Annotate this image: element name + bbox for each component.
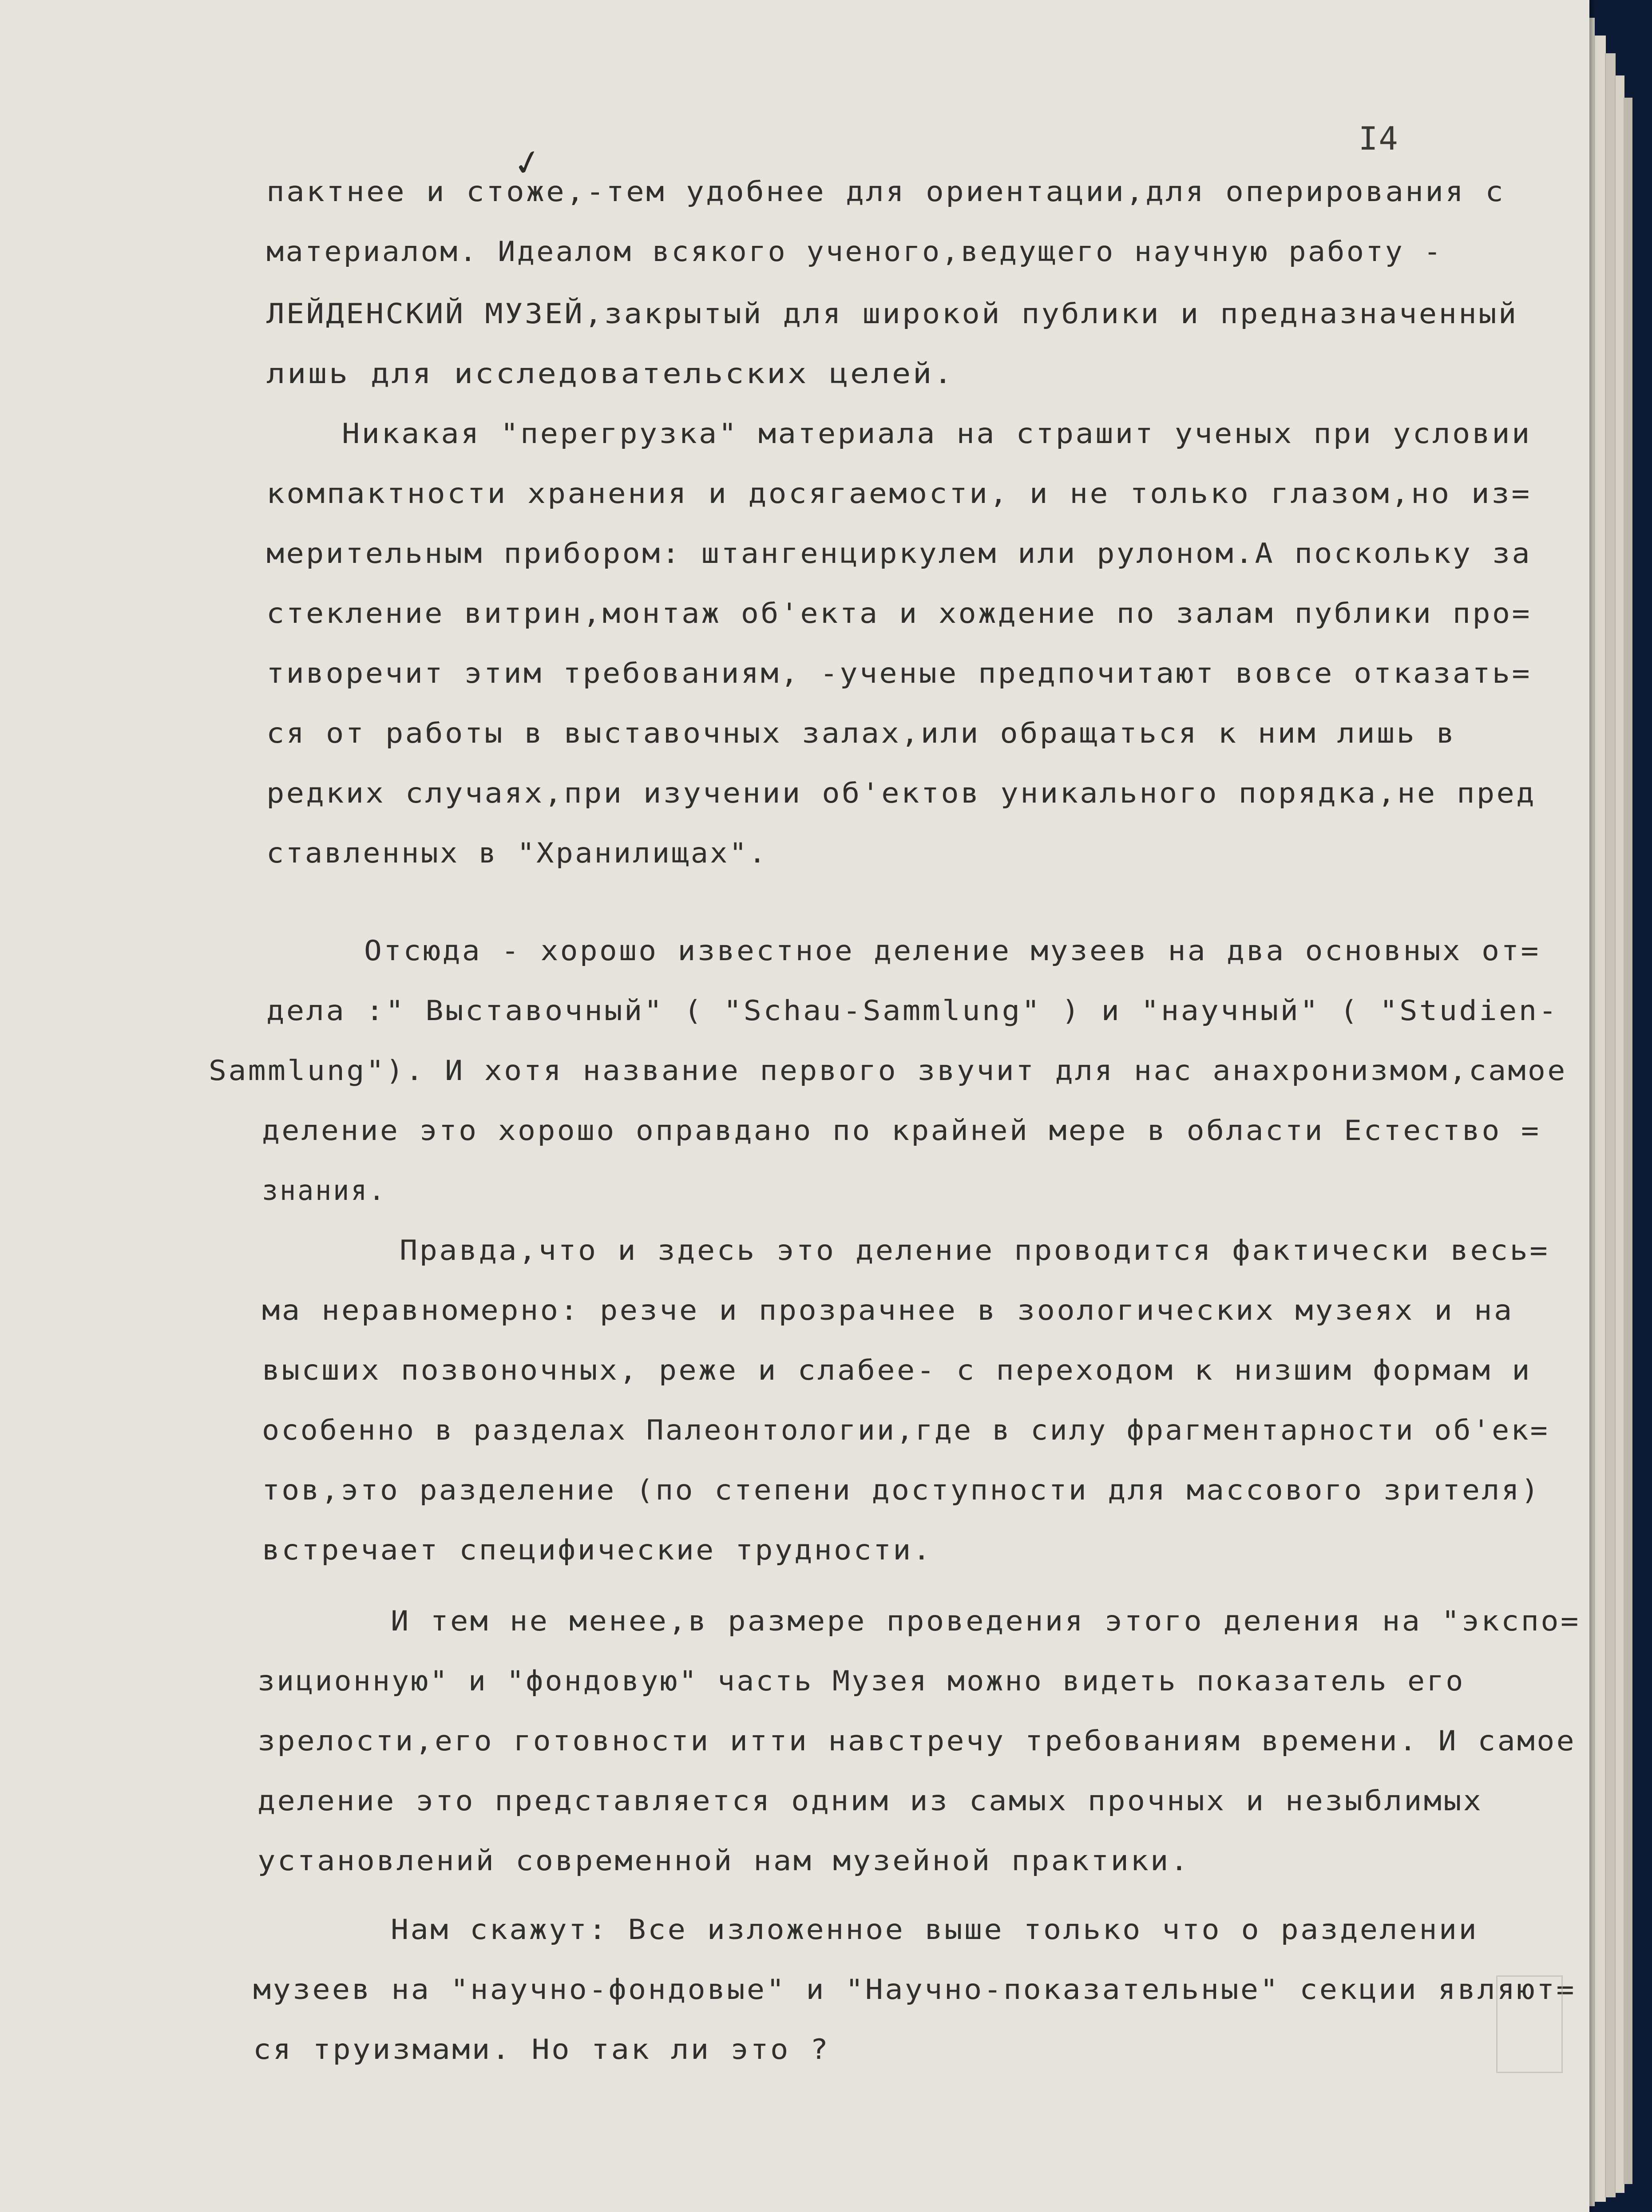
text-line: ся труизмами. Но так ли это ? (253, 2033, 830, 2066)
text-line: ма неравномерно: резче и прозрачнее в зоологических музеях и на (262, 1294, 1514, 1326)
text-line: особенно в разделах Палеонтологии,где в силу фрагментарности об'ек= (262, 1414, 1549, 1446)
text-line: стекление витрин,монтаж об'екта и хождение по залам публики про= (266, 597, 1532, 629)
faded-archive-stamp (1496, 1975, 1563, 2073)
text-line: Отсюда - хорошо известное деление музеев на два основных от= (364, 934, 1541, 967)
text-line: Никакая "перегрузка" материала на страшит ученых при условии (342, 417, 1532, 450)
text-line: деление это представляется одним из самых прочных и незыблимых (258, 1785, 1483, 1817)
text-line: зрелости,его готовности итти навстречу требованиям времени. И самое (258, 1725, 1576, 1757)
text-line: дела :" Выставочный" ( "Schau-Sammlung" ) и "научный" ( "Studien- (266, 994, 1559, 1027)
text-line: пактнее и стоже,-тем удобнее для ориентации,для оперирования с (266, 175, 1505, 208)
text-line: знания. (262, 1174, 387, 1207)
text-line: тов,это разделение (по степени доступности для массового зрителя) (262, 1474, 1541, 1506)
text-line: деление это хорошо оправдано по крайней мере в области Естество = (262, 1114, 1541, 1147)
text-line: зиционную" и "фондовую" часть Музея можно видеть показатель его (258, 1665, 1465, 1697)
text-line: высших позвоночных, реже и слабее- с переходом к низшим формам и (262, 1354, 1532, 1386)
text-line: лишь для исследовательских целей. (266, 357, 955, 390)
handwritten-check-mark: ✓ (510, 136, 544, 187)
page-stack-edge (1594, 36, 1606, 2202)
text-line: ставленных в "Хранилищах". (266, 837, 768, 869)
text-line: Sammlung"). И хотя название первого звучит для нас анахронизмом,самое (209, 1054, 1567, 1087)
page-stack-edge (1605, 53, 1616, 2197)
text-line: установлений современной нам музейной практики. (258, 1844, 1190, 1877)
text-line: мерительным прибором: штангенциркулем или рулоном.А поскольку за (266, 537, 1532, 570)
text-line: Правда,что и здесь это деление проводится фактически весь= (400, 1234, 1549, 1266)
page-stack-edge (1615, 75, 1624, 2193)
text-line: И тем не менее,в размере проведения этого деления на "экспо= (391, 1605, 1581, 1637)
page-stack-edge (1624, 98, 1632, 2184)
text-line: встречает специфические трудности. (262, 1534, 933, 1566)
text-line: музеев на "научно-фондовые" и "Научно-показательные" секции являют= (253, 1973, 1576, 2006)
text-line: ся от работы в выставочных залах,или обращаться к ним лишь в (266, 717, 1456, 749)
text-line: компактности хранения и досягаемости, и не только глазом,но из= (266, 477, 1532, 510)
text-line: редких случаях,при изучении об'ектов уникального порядка,не пред (266, 777, 1536, 809)
text-line: Нам скажут: Все изложенное выше только что о разделении (391, 1913, 1478, 1946)
text-line: материалом. Идеалом всякого ученого,ведущего научную работу - (266, 235, 1443, 268)
text-line: тиворечит этим требованиям, -ученые предпочитают вовсе отказать= (266, 657, 1532, 689)
text-line: ЛЕЙДЕНСКИЙ МУЗЕЙ,закрытый для широкой публики и предназначенный (266, 297, 1518, 330)
page-number: I4 (1359, 120, 1399, 157)
